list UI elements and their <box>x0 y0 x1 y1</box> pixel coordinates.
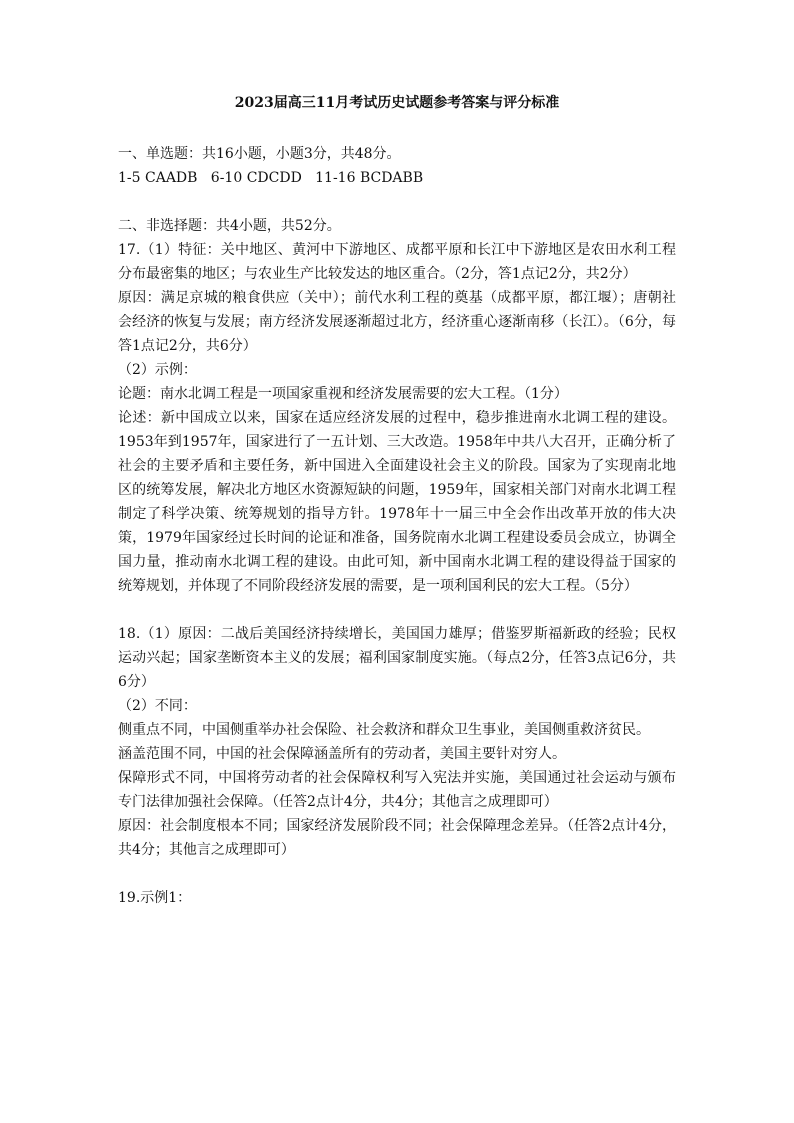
q18-difference-scope: 涵盖范围不同，中国的社会保障涵盖所有的劳动者，美国主要针对穷人。 <box>118 746 566 762</box>
q18-difference-form: 保障形式不同，中国将劳动者的社会保障权利写入宪法并实施，美国通过社会运动与颁布专门法律加强社会保障。（任答2点计4分，共4分；其他言之成理即可） <box>118 770 676 810</box>
spacer <box>118 598 676 622</box>
spacer <box>118 862 676 886</box>
q17-part2-label: （2）示例： <box>118 362 197 378</box>
section2-heading: 二、非选择题：共4小题，共52分。 <box>118 218 341 234</box>
q18-difference-focus: 侧重点不同，中国侧重举办社会保险、社会救济和群众卫生事业，美国侧重救济贫民。 <box>118 722 650 738</box>
section1-answers: 1-5 CAADB 6-10 CDCDD 11-16 BCDABB <box>118 170 424 186</box>
section1-heading: 一、单选题：共16小题，小题3分，共48分。 <box>118 146 401 162</box>
q17-argument: 论述：新中国成立以来，国家在适应经济发展的过程中，稳步推进南水北调工程的建设。1953年到1957年，国家进行了一五计划、三大改造。1958年中共八大召开，正确分析了社会的主要矛盾和主要任务，新中国进入全面建设社会主义的阶段。国家为了实现南北地区的统筹发展，解决北方地区水资源短缺的问题，1959年，国家相关部门对南水北调工程制定了科学决策、统筹规划的指导方针。1978年十一届三中全会作出改革开放的伟大决策，1979年国家经过长时间的论证和准备，国务院南水北调工程建设委员会成立，协调全国力量，推动南水北调工程的建设。由此可知，新中国南水北调工程的建设得益于国家的统筹规划，并体现了不同阶段经济发展的需要，是一项利国利民的宏大工程。（5分） <box>118 410 676 594</box>
answer-sheet-page <box>118 92 676 910</box>
document-title: 2023届高三11月考试历史试题参考答案与评分标准 <box>234 95 560 111</box>
q18-part2-reasons: 原因：社会制度根本不同；国家经济发展阶段不同；社会保障理念差异。（任答2点计4分，共4分；其他言之成理即可） <box>118 818 676 858</box>
q18-part2-label: （2）不同： <box>118 698 197 714</box>
spacer <box>118 190 676 214</box>
q17-thesis: 论题：南水北调工程是一项国家重视和经济发展需要的宏大工程。（1分） <box>118 386 568 402</box>
q17-part1-features: 17.（1）特征：关中地区、黄河中下游地区、成都平原和长江中下游地区是农田水利工程分布最密集的地区；与农业生产比较发达的地区重合。（2分，答1点记2分，共2分） <box>118 242 676 282</box>
q19-example-label: 19.示例1： <box>118 890 192 906</box>
q17-part1-reasons: 原因：满足京城的粮食供应（关中）；前代水利工程的奠基（成都平原，都江堰）；唐朝社会经济的恢复与发展；南方经济发展逐渐超过北方，经济重心逐渐南移（长江）。（6分，每答1点记2分，共6分） <box>118 290 676 354</box>
q18-part1-reasons: 18.（1）原因：二战后美国经济持续增长，美国国力雄厚；借鉴罗斯福新政的经验；民权运动兴起；国家垄断资本主义的发展；福利国家制度实施。（每点2分，任答3点记6分，共6分） <box>118 626 676 690</box>
